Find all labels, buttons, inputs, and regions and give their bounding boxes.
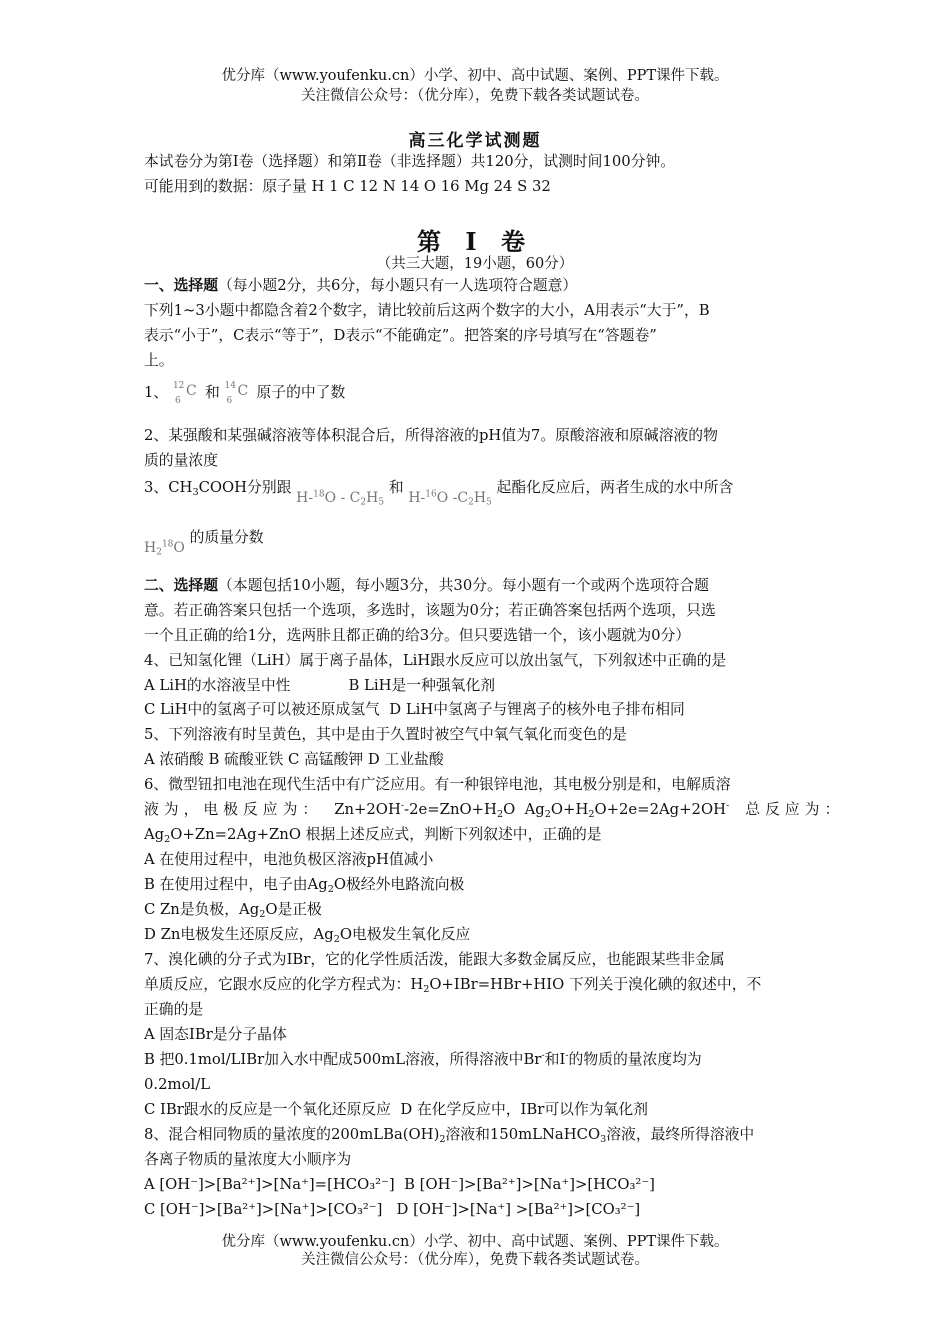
question-2-line-1: 2、某强酸和某强碱溶液等体积混合后，所得溶液的pH值为7。原酸溶液和原碱溶液的物 (144, 427, 718, 444)
footer-line-1: 优分库（www.youfenku.cn）小学、初中、高中试题、案例、PPT课件下载。 (221, 1234, 729, 1250)
question-6-line-1: 6、微型钮扣电池在现代生活中有广泛应用。有一种银锌电池，其电极分别是和，电解质溶 (144, 776, 731, 793)
section1-desc-1: 下列1~3小题中都隐含着2个数字，请比较前后这两个数字的大小，A用表示“大于”，B (144, 302, 710, 319)
formula-water-18: $H_2^{18}O$ (144, 539, 185, 558)
page-title: 高三化学试测题 (408, 131, 542, 151)
header-line-1: 优分库（www.youfenku.cn）小学、初中、高中试题、案例、PPT课件下载。 (221, 68, 729, 84)
question-7-line-3: 正确的是 (144, 1001, 204, 1018)
section1-desc-3: 上。 (144, 352, 174, 369)
q7-option-c: C IBr跟水的反应是一个氧化还原反应 (144, 1101, 391, 1118)
q4-option-a: A LiH的水溶液呈中性 (144, 677, 291, 694)
section1-heading: 一、选择题 (144, 277, 218, 294)
question-1: 1、 12 6 C 和 14 6 C 原子的中了数 (144, 378, 812, 404)
nuclide-c14: 14 6 C (224, 381, 249, 406)
question-4-options-ab (144, 676, 812, 696)
question-4-stem: 4、已知氢化锂（LiH）属于离子晶体，LiH跟水反应可以放出氢气，下列叙述中正确的是 (144, 652, 727, 669)
question-8-line-1: 8、混合相同物质的量浓度的$200mLBa(OH)_2$溶液和150mLNaHCO$_3$溶液，最终所得溶液中 (144, 1126, 755, 1145)
header-line-2: 关注微信公众号：（优分库），免费下载各类试题试卷。 (301, 88, 649, 104)
q7-option-b: B 把0.1mol/LIBr加入水中配成500mL溶液，所得溶液中Br-和I-的物质的量浓度均为 (144, 1050, 702, 1068)
formula-ethoxy-18: $H-^{18}O - C_2H_5$ (296, 489, 385, 508)
q8-option-a: A [OH⁻]>[Ba²⁺]>[Na⁺]=[HCO₃²⁻] (144, 1176, 395, 1193)
q4-option-d: D LiH中氢离子与锂离子的核外电子排布相同 (389, 701, 685, 718)
intro-line-2: 可能用到的数据：原子量 H 1 C 12 N 14 O 16 Mg 24 S 32 (144, 178, 551, 195)
q8-option-c: C [OH⁻]>[Ba²⁺]>[Na⁺]>[CO₃²⁻] (144, 1201, 383, 1218)
volume-title: 第 Ⅰ 卷 (417, 227, 533, 256)
q8-option-d: D [OH⁻]>[Na⁺] >[Ba²⁺]>[CO₃²⁻] (396, 1201, 641, 1218)
question-4-options-cd (144, 700, 812, 720)
q8-option-b: B [OH⁻]>[Ba²⁺]>[Na⁺]>[HCO₃²⁻] (404, 1176, 655, 1193)
question-5-options: A 浓硝酸 B 硫酸亚铁 C 高锰酸钾 D 工业盐酸 (144, 751, 444, 768)
section2-heading: 二、选择题 (144, 577, 218, 594)
question-3-line-1: 3、$CH_3COOH$分别跟 $H-^{18}O - C_2H_5$ 和 H-$^{16}$O $-C_2H_5$ 起酯化反应后，两者生成的水中所含 (144, 479, 734, 508)
section1-note: （每小题2分，共6分，每小题只有一人选项符合题意） (218, 277, 578, 294)
q4-option-b: B LiH是一种强氧化剂 (348, 677, 496, 694)
question-3-line-2: $H_2^{18}O$ 的质量分数 (144, 529, 264, 558)
q4-option-c: C LiH中的氢离子可以被还原成氢气 (144, 701, 380, 718)
q6-option-b: B 在使用过程中，电子由$Ag_2O$极经外电路流向极 (144, 876, 465, 895)
question-7-line-2: 单质反应，它跟水反应的化学方程式为：$H_2O+IBr=HBr+HIO$ 下列关于溴化碘的叙述中，不 (144, 976, 762, 995)
q7-option-b-cont: 0.2mol/L (144, 1076, 211, 1093)
section2-heading-line (144, 576, 812, 596)
question-7-line-1: 7、溴化碘的分子式为IBr，它的化学性质活泼，能跟大多数金属反应，也能跟某些非金属 (144, 951, 725, 968)
question-5-stem: 5、下列溶液有时呈黄色，其中是由于久置时被空气中氧气氧化而变色的是 (144, 726, 627, 743)
q8-options-cd (144, 1200, 812, 1220)
section2-note-2: 意。若正确答案只包括一个选项，多选时，该题为0分；若正确答案包括两个选项，只选 (144, 602, 716, 619)
question-8-line-2: 各离子物质的量浓度大小顺序为 (144, 1151, 352, 1168)
q6-option-c: C Zn是负极，$Ag_2O$是正极 (144, 901, 322, 920)
question-6-line-2: 液为，电极反应为： $Zn+2OH^--2e=ZnO+H_2O$ $Ag_2O+H_2O+2e=2Ag+2OH^-$ 总反应为： (144, 800, 845, 820)
section1-desc-2: 表示“小于”，C表示“等于”，D表示“不能确定”。把答案的序号填写在“答题卷” (144, 327, 657, 344)
nuclide-c12: 12 6 C (172, 381, 197, 406)
intro-line-1: 本试卷分为第Ⅰ卷（选择题）和第Ⅱ卷（非选择题）共120分，试测时间100分钟。 (144, 153, 676, 170)
section1-heading-line (144, 276, 812, 296)
q7-options-cd (144, 1100, 812, 1120)
formula-ethoxy-16: H-$^{16}$O $-C_2H_5$ (408, 489, 492, 508)
q7-option-d: D 在化学反应中，IBr可以作为氧化剂 (400, 1101, 648, 1118)
q6-option-a: A 在使用过程中，电池负极区溶液pH值减小 (144, 851, 434, 868)
q8-options-ab (144, 1175, 812, 1195)
question-2-line-2: 质的量浓度 (144, 452, 218, 469)
q6-option-d: D Zn电极发生还原反应，$Ag_2O$电极发生氧化反应 (144, 926, 471, 945)
footer-line-2: 关注微信公众号：（优分库），免费下载各类试题试卷。 (301, 1252, 649, 1268)
question-6-line-3: $Ag_2O+Zn=2Ag+ZnO$ 根据上述反应式，判断下列叙述中，正确的是 (144, 826, 602, 845)
q7-option-a: A 固态IBr是分子晶体 (144, 1026, 287, 1043)
section2-note-3: 一个且正确的给1分，选两胩且都正确的给3分。但只要选错一个，该小题就为0分） (144, 627, 691, 644)
volume-subtitle: （共三大题，19小题，60分） (376, 256, 574, 272)
section2-note-1: （本题包括10小题，每小题3分，共30分。每小题有一个或两个选项符合题 (218, 577, 709, 594)
